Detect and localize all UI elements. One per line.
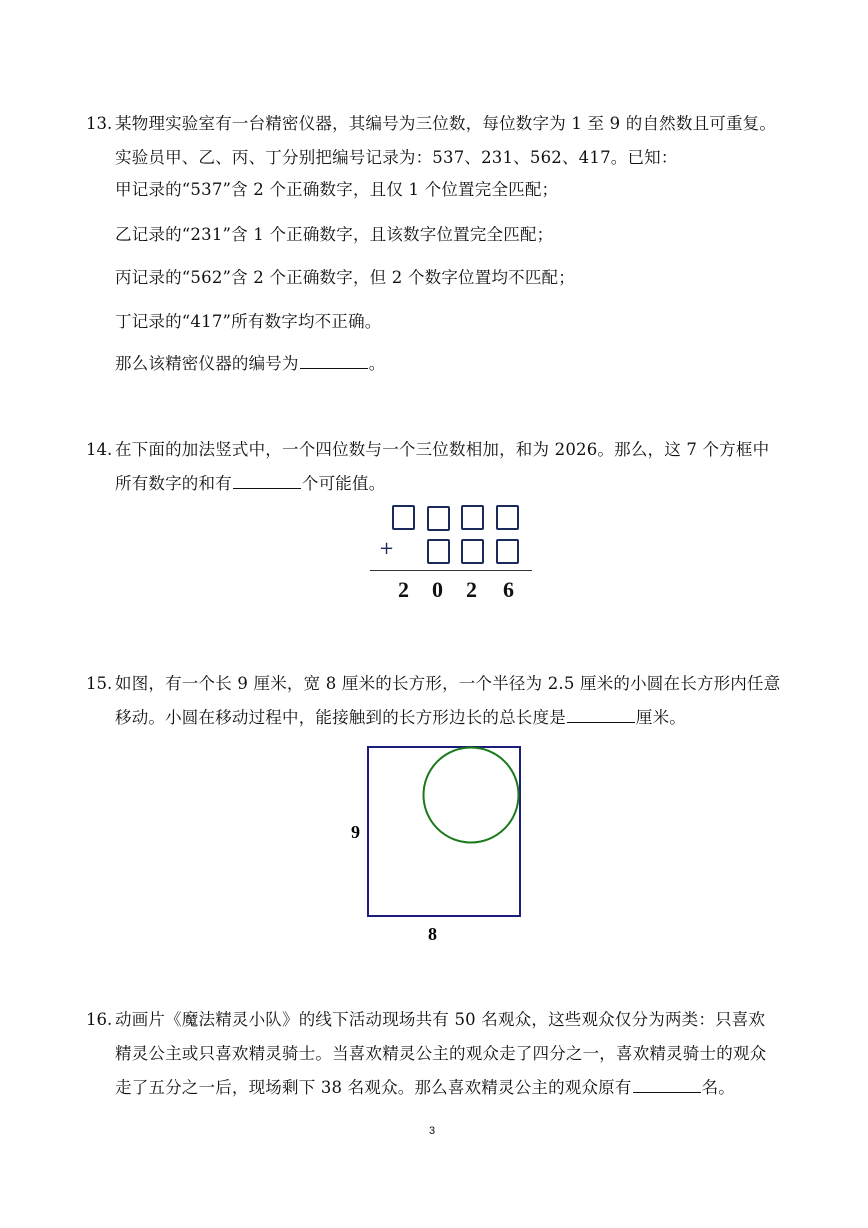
digit-box — [427, 539, 450, 564]
q16-answer-blank[interactable] — [633, 1078, 701, 1093]
digit-box — [461, 505, 484, 530]
q15-line2 — [115, 708, 686, 728]
sum-digit: 0 — [432, 577, 443, 602]
q15-line2-text: 移动。小圆在移动过程中，能接触到的长方形边长的总长度是 — [115, 708, 566, 727]
q13-number: 13. — [86, 114, 113, 133]
q16-line1: 动画片《魔法精灵小队》的线下活动现场共有 50 名观众，这些观众仅分为两类：只喜欢 — [115, 1010, 766, 1029]
digit-box — [427, 506, 450, 531]
q15-answer-blank[interactable] — [567, 708, 635, 723]
plus-sign: + — [379, 538, 395, 559]
q16-number: 16. — [86, 1010, 113, 1029]
small-circle — [424, 748, 519, 843]
q13-answer-blank[interactable] — [300, 354, 368, 369]
q14-answer-blank[interactable] — [233, 474, 301, 489]
q13-line7 — [115, 354, 385, 374]
q15-line2-end: 厘米。 — [635, 708, 687, 727]
digit-box — [392, 505, 415, 530]
q14-line2 — [115, 474, 385, 494]
q14-line1: 在下面的加法竖式中，一个四位数与一个三位数相加，和为 2026。那么，这 7 个方框中 — [115, 440, 770, 459]
q16-line3 — [115, 1078, 735, 1098]
q13-line2: 实验员甲、乙、丙、丁分别把编号记录为：537、231、562、417。已知： — [115, 148, 678, 167]
q14-line2-text: 所有数字的和有 — [115, 474, 232, 493]
sum-line — [370, 570, 532, 571]
q13-line5: 丙记录的“562”含 2 个正确数字，但 2 个数字位置均不匹配； — [115, 268, 575, 287]
q15-line1: 如图，有一个长 9 厘米，宽 8 厘米的长方形，一个半径为 2.5 厘米的小圆在长方形内任意 — [115, 674, 781, 693]
q13-line7-text: 那么该精密仪器的编号为 — [115, 354, 299, 373]
sum-digit: 2 — [398, 577, 409, 602]
sum-digit: 6 — [503, 577, 514, 602]
page-number: 3 — [429, 1125, 436, 1137]
digit-box — [496, 505, 519, 530]
height-label: 9 — [351, 822, 360, 842]
q16-line3-text: 走了五分之一后，现场剩下 38 名观众。那么喜欢精灵公主的观众原有 — [115, 1078, 632, 1097]
q16-line3-end: 名。 — [701, 1078, 735, 1097]
q14-line2-end: 个可能值。 — [301, 474, 386, 493]
q13-line3: 甲记录的“537”含 2 个正确数字，且仅 1 个位置完全匹配； — [115, 180, 559, 199]
q13-line4: 乙记录的“231”含 1 个正确数字，且该数字位置完全匹配； — [115, 225, 554, 244]
sum-digit: 2 — [466, 577, 477, 602]
q15-number: 15. — [86, 674, 113, 693]
rectangle-shape — [368, 747, 520, 916]
digit-box — [461, 539, 484, 564]
q16-line2: 精灵公主或只喜欢精灵骑士。当喜欢精灵公主的观众走了四分之一，喜欢精灵骑士的观众 — [115, 1044, 767, 1063]
q13-line1: 某物理实验室有一台精密仪器，其编号为三位数，每位数字为 1 至 9 的自然数且可重复。 — [115, 114, 777, 133]
q14-number: 14. — [86, 440, 113, 459]
digit-box — [496, 539, 519, 564]
q13-line6: 丁记录的“417”所有数字均不正确。 — [115, 312, 382, 331]
q13-line7-end: 。 — [368, 354, 386, 373]
width-label: 8 — [428, 924, 437, 944]
